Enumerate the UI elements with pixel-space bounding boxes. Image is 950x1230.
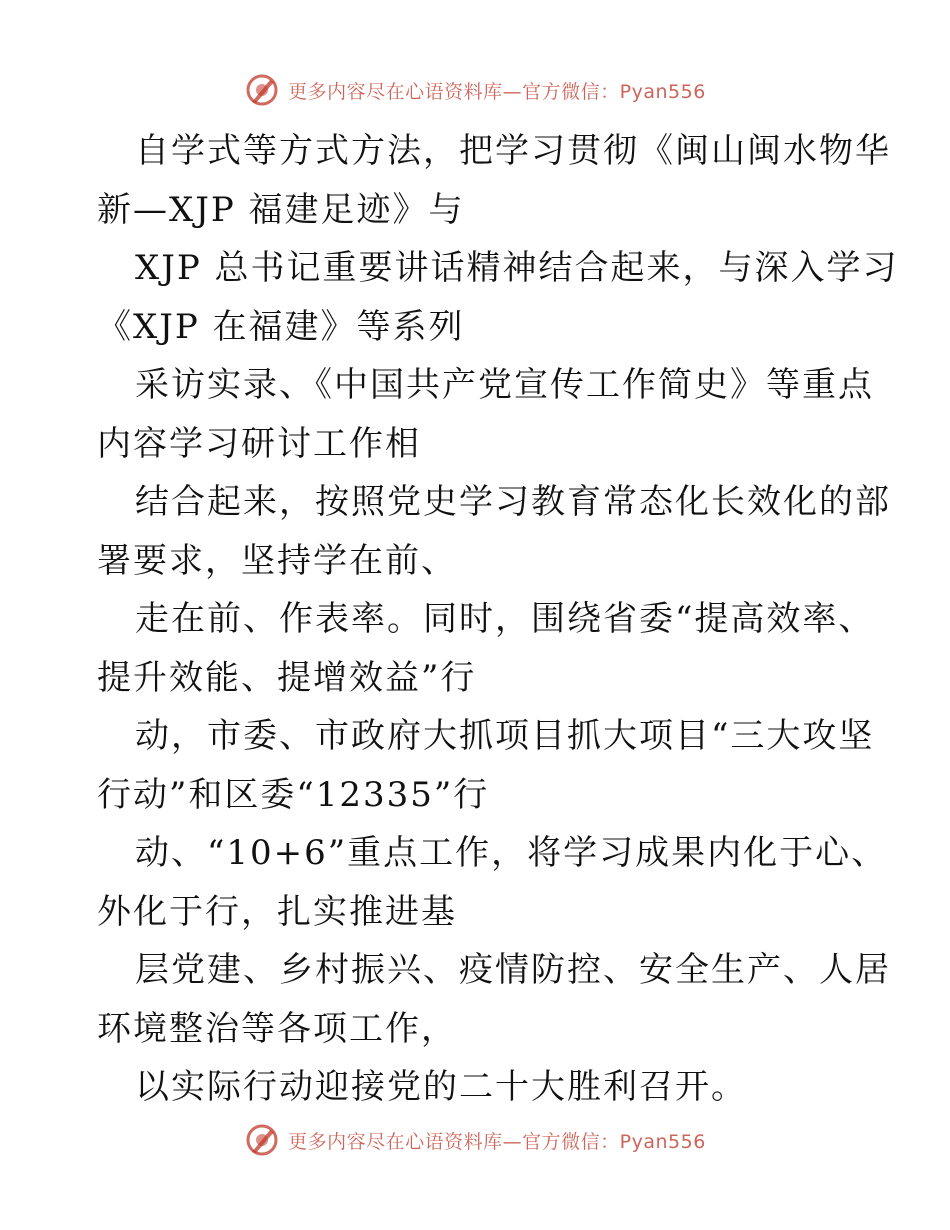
document-body xyxy=(97,122,899,1117)
header-watermark xyxy=(0,70,950,110)
text-line: 动、“10+6”重点工作，将学习成果内化于心、 xyxy=(135,833,888,873)
watermark-text: 更多内容尽在心语资料库—官方微信：Pyan556 xyxy=(288,80,706,103)
text-line: 《XJP 在福建》等系列 xyxy=(97,306,465,347)
watermark-text: 更多内容尽在心语资料库—官方微信：Pyan556 xyxy=(288,1130,706,1153)
text-line: 环境整治等各项工作， xyxy=(97,1008,457,1049)
text-line: 行动”和区委“12335”行 xyxy=(97,774,490,815)
text-line: 结合起来，按照党史学习教育常态化长效化的部 xyxy=(135,482,891,522)
text-line: 外化于行，扎实推进基 xyxy=(97,891,457,932)
text-line: XJP 总书记重要讲话精神结合起来，与深入学习 xyxy=(135,248,899,288)
text-line: 动，市委、市政府大抓项目抓大项目“三大攻坚 xyxy=(135,716,875,756)
text-line: 以实际行动迎接党的二十大胜利召开。 xyxy=(135,1067,747,1107)
text-line: 走在前、作表率。同时，围绕省委“提高效率、 xyxy=(135,599,875,639)
quill-seal-icon xyxy=(244,72,280,108)
footer-watermark xyxy=(0,1120,950,1160)
text-line: 新—XJP 福建足迹》与 xyxy=(97,189,465,230)
quill-seal-icon xyxy=(244,1122,280,1158)
text-line: 层党建、乡村振兴、疫情防控、安全生产、人居 xyxy=(135,950,891,990)
text-line: 署要求，坚持学在前、 xyxy=(97,540,457,581)
text-line: 内容学习研讨工作相 xyxy=(97,423,421,464)
text-line: 自学式等方式方法，把学习贯彻《闽山闽水物华 xyxy=(135,131,891,171)
text-line: 提升效能、提增效益”行 xyxy=(97,657,477,698)
text-line: 采访实录、《中国共产党宣传工作简史》等重点 xyxy=(135,365,874,405)
